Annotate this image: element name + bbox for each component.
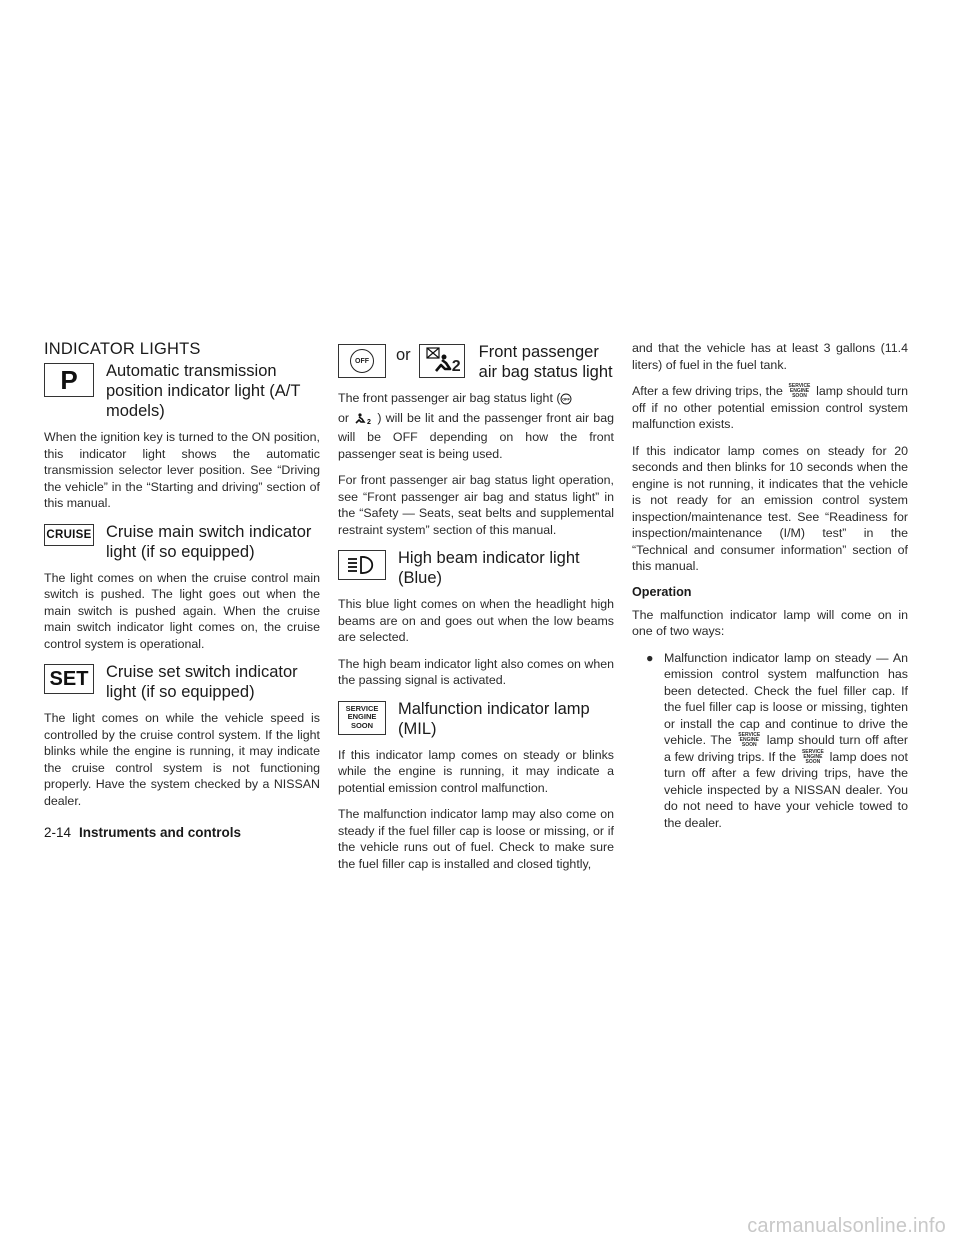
- airbag-body-1-a: The front passenger air bag status light (: [338, 391, 561, 405]
- service-engine-soon-inline-icon: SERVICE ENGINE SOON: [801, 748, 824, 765]
- cruise-set-body: The light comes on while the vehicle speed is controlled by the cruise control system. If the light blinks while the engine is running, it may indicate the cruise control system is not functioning properly. Have the system checked by a NISSAN dealer.: [44, 711, 320, 808]
- airbag-off-badge: [350, 349, 374, 373]
- set-icon-text: SET: [49, 667, 89, 690]
- headlight-icon: [342, 553, 382, 577]
- cruise-set-heading-row: [44, 662, 320, 702]
- mil-body-3: and that the vehicle has at least 3 gallons (11.4 liters) of fuel in the fuel tank.: [632, 341, 908, 372]
- high-beam-title: High beam indicator light (Blue): [398, 549, 580, 587]
- mil-icon-line-3: SOON: [350, 720, 374, 730]
- mil-bullet-b: lamp should turn off after a few driving trips. If the: [664, 733, 908, 764]
- bullet-dot: ●: [646, 650, 654, 665]
- airbag-body-1-b: ) will be lit and the passenger front air bag will be OFF depending on how the front passenger seat is being used.: [338, 410, 614, 461]
- airbag-body-2: For front passenger air bag status light operation, see “Front passenger air bag and status light” in the “Safety — Seats, seat belts and supplemental restraint system” section of this manual.: [338, 473, 614, 537]
- mil-body-4-a: After a few driving trips, the: [632, 384, 783, 398]
- mil-body-6: The malfunction indicator lamp will come on in one of two ways:: [632, 607, 908, 638]
- seat-icon-number: 2: [451, 358, 461, 375]
- at-indicator-body: When the ignition key is turned to the ON position, this indicator light shows the automatic transmission selector lever position. See “Driving the vehicle” in the “Starting and driving” section of this manual.: [44, 430, 320, 510]
- svg-text:OFF: OFF: [562, 397, 571, 402]
- service-engine-soon-icon: [338, 701, 386, 735]
- column-1: [44, 340, 320, 819]
- footer-section-name: Instruments and controls: [79, 825, 242, 840]
- mil-body-4-b: lamp should turn off if no other potential emission control system malfunction exists.: [632, 384, 908, 431]
- airbag-or-label: or: [396, 346, 411, 364]
- cruise-main-title: Cruise main switch indicator light (if so equipped): [106, 522, 312, 561]
- mil-heading-row: [338, 699, 614, 739]
- page-number: 2-14: [44, 825, 72, 840]
- service-engine-soon-inline-icon: SERVICE ENGINE SOON: [738, 732, 761, 748]
- mil-bullet-text: [664, 650, 908, 832]
- park-indicator-icon: [44, 363, 94, 397]
- mil-bullet-item: [646, 650, 908, 832]
- mil-body-1: If this indicator lamp comes on steady or blinks while the engine is running, it may indicate a potential emission control malfunction.: [338, 747, 614, 795]
- high-beam-body-2: The high beam indicator light also comes on when the passing signal is activated.: [338, 656, 614, 687]
- svg-text:2: 2: [367, 418, 372, 425]
- cruise-set-title: Cruise set switch indicator light (if so equipped): [106, 663, 298, 701]
- operation-heading: Operation: [632, 584, 692, 599]
- at-indicator-heading-row: [44, 361, 320, 421]
- airbag-seat-icon: [419, 344, 465, 378]
- airbag-heading-row: [338, 342, 614, 382]
- at-indicator-title: Automatic transmission position indicator light (A/T models): [106, 362, 301, 420]
- watermark: carmanualsonline.info: [747, 1215, 946, 1237]
- column-3: [632, 340, 908, 831]
- airbag-off-icon: [338, 344, 386, 378]
- high-beam-heading-row: [338, 548, 614, 588]
- airbag-off-inline-icon: [560, 393, 572, 410]
- high-beam-icon: [338, 550, 386, 580]
- mil-bullet-c: lamp does not turn off after a few driving trips, have the vehicle inspected by a NISSAN dealer. You do not need to have your vehicle towed to the dealer.: [664, 749, 908, 830]
- high-beam-body-1: This blue light comes on when the headlight high beams are on and goes out when the low beams are selected.: [338, 597, 614, 644]
- set-indicator-icon: [44, 664, 94, 694]
- cruise-main-heading-row: [44, 522, 320, 562]
- mil-body-2: The malfunction indicator lamp may also come on steady if the fuel filler cap is loose or missing, or if the vehicle runs out of fuel. Check to make sure the fuel filler cap is installed and closed tightly,: [338, 807, 614, 871]
- section-title: INDICATOR LIGHTS: [44, 340, 201, 358]
- airbag-body-1: [338, 390, 614, 462]
- airbag-off-text: OFF: [355, 357, 369, 365]
- mil-body-5: If this indicator lamp comes on steady for 20 seconds and then blinks for 10 seconds when the engine is not running, it indicates that the vehicle is not ready for an emission control system inspection/maintenance test. See “Readiness for inspection/maintenance (I/M) test” in the “Technical and consumer information” section of this manual.: [632, 443, 908, 573]
- park-indicator-letter: P: [60, 365, 78, 395]
- mil-title: Malfunction indicator lamp (MIL): [398, 699, 590, 738]
- seat-inline-icon: [353, 412, 373, 430]
- mil-bullet-a: Malfunction indicator lamp on steady — An emission control system malfunction has been detected. Check the fuel filler cap. If the fuel filler cap is loose or missing, tighten or install the cap and continue to drive the vehicle. The: [664, 650, 908, 747]
- mil-body-4: [632, 383, 908, 433]
- mil-icon-line-1: SERVICE: [345, 703, 379, 713]
- cruise-icon-text: CRUISE: [46, 528, 92, 541]
- airbag-body-1-or: or: [338, 410, 350, 425]
- column-2: [338, 340, 614, 882]
- cruise-main-body: The light comes on when the cruise control main switch is pushed. The light goes out when the main switch is pushed again. When the cruise main switch indicator light comes on, the cruise control system is operational.: [44, 570, 320, 651]
- mil-icon-line-2: ENGINE: [347, 712, 377, 722]
- service-engine-soon-inline-icon: SERVICE ENGINE SOON: [788, 383, 811, 399]
- cruise-indicator-icon: [44, 524, 94, 546]
- page-footer: [44, 825, 241, 840]
- airbag-title: Front passenger air bag status light: [478, 343, 613, 381]
